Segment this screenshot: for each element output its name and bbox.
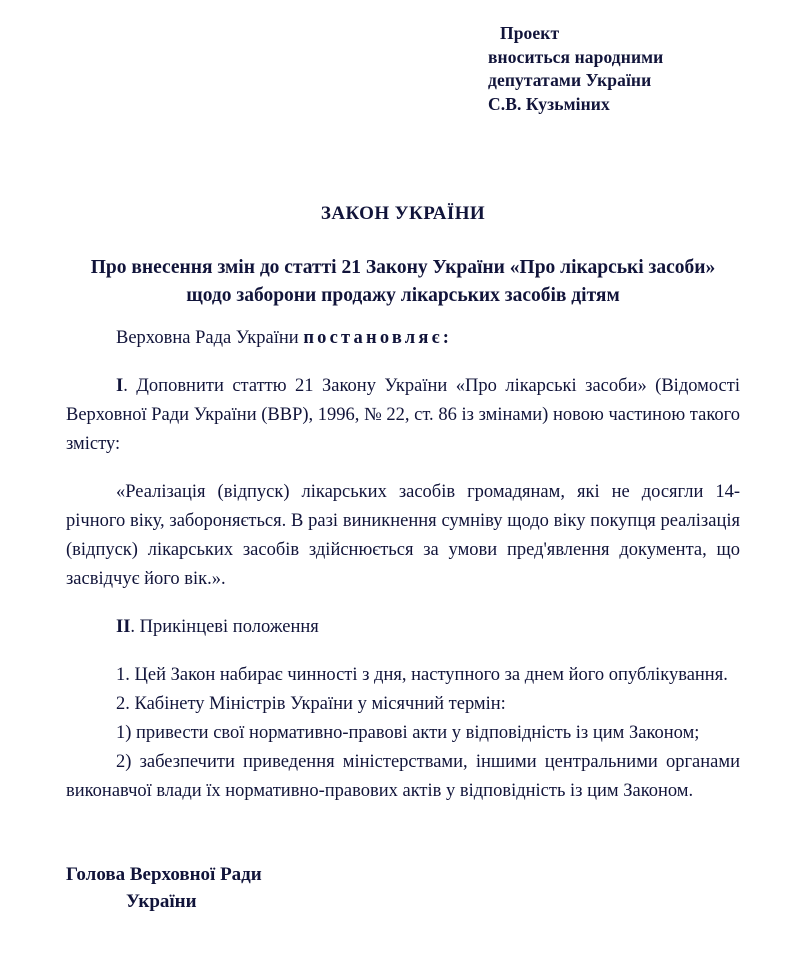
document-subtitle — [60, 254, 746, 310]
section-two-paragraph — [66, 613, 740, 642]
submission-header-line-3: депутатами України — [488, 70, 652, 90]
final-provision-subitem-1: 1) привести свої нормативно-правові акти у відповідність із цим Законом; — [116, 723, 700, 743]
document-subtitle-line-1: Про внесення змін до статті 21 Закону України «Про лікарські засоби» — [90, 257, 716, 278]
document-title: ЗАКОН УКРАЇНИ — [320, 203, 486, 224]
signature-block — [66, 861, 262, 915]
document-body — [66, 324, 740, 806]
submission-header — [488, 22, 788, 116]
submission-header-line-2: вноситься народними — [488, 46, 664, 67]
section-two-text: . Прикінцеві положення — [130, 617, 319, 637]
signature-title: Голова Верховної Ради — [66, 864, 262, 885]
final-provision-item-1: 1. Цей Закон набирає чинності з дня, наступного за днем його опублікування. — [116, 665, 728, 685]
preamble-paragraph — [66, 324, 740, 353]
final-provision-item-2: 2. Кабінету Міністрів України у місячний термін: — [116, 694, 506, 714]
quoted-provision-paragraph: «Реалізація (відпуск) лікарських засобів громадянам, які не досягли 14-річного віку, забороняється. В разі виникнення сумніву щодо віку покупця реалізація (відпуск) лікарських засобів здійснюється за умови пред'явлення документа, що засвідчує його вік.». — [66, 482, 740, 589]
preamble-prefix: Верховна Рада України — [116, 328, 304, 348]
preamble-emphasis: постановляє: — [303, 328, 453, 348]
submission-header-line-4: С.В. Кузьміних — [488, 93, 610, 114]
final-provision-subitem-2: 2) забезпечити приведення міністерствами, іншими центральними органами виконавчої влади їх нормативно-правових актів у відповідність із цим Законом. — [66, 752, 740, 801]
document-subtitle-line-2: щодо заборони продажу лікарських засобів дітям — [186, 285, 620, 306]
signature-country: України — [126, 891, 197, 912]
section-one-numeral: I — [116, 376, 124, 396]
section-one-paragraph — [66, 372, 740, 459]
section-one-text: . Доповнити статтю 21 Закону України «Про лікарські засоби» (Відомості Верховної Ради України (ВВР), 1996, № 22, ст. 86 із змінами) новою частиною такого змісту: — [66, 376, 740, 454]
section-two-numeral: II — [116, 617, 131, 637]
submission-header-line-1: Проект — [500, 23, 560, 43]
